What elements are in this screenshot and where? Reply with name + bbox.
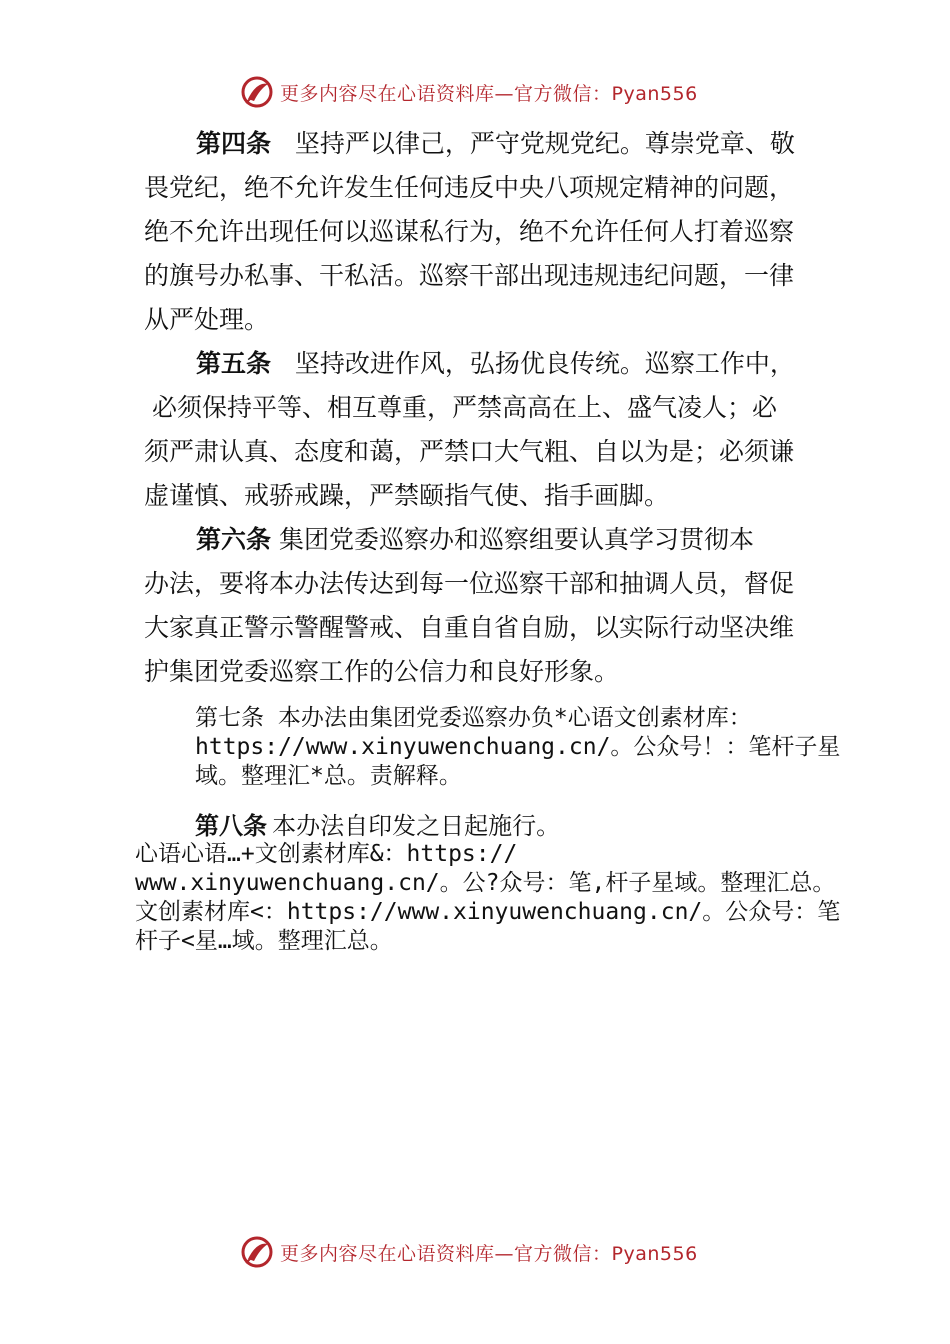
header-banner bbox=[240, 74, 740, 110]
article-5: 第五条 坚持改进作风，弘扬优良传统。巡察工作中， 必须保持平等、相互尊重，严禁高高在上、盛气凌人；必 须严肃认真、态度和蔼，严禁口大气粗、自以为是；必须谦 虚谨慎、戒骄戒躁，严禁颐指气使、指手画脚。 bbox=[144, 349, 795, 510]
banner-label: 更多内容尽在心语资料库—官方微信： bbox=[280, 1242, 612, 1265]
article-8-heading: 第八条 bbox=[195, 812, 267, 840]
quill-logo-icon bbox=[240, 75, 274, 109]
document-body bbox=[144, 122, 844, 694]
article-4: 第四条 坚持严以律己，严守党规党纪。尊崇党章、敬 畏党纪，绝不允许发生任何违反中央八项规定精神的问题， 绝不允许出现任何以巡谋私行为，绝不允许任何人打着巡察 的旗号办私事、干私活。巡察干部出现违规违纪问题，一律 从严处理。 bbox=[144, 129, 795, 334]
article-6: 第六条 集团党委巡察办和巡察组要认真学习贯彻本 办法，要将本办法传达到每一位巡察干部和抽调人员，督促 大家真正警示警醒警戒、自重自省自励，以实际行动坚决维 护集团党委巡察工作的公信力和良好形象。 bbox=[144, 525, 795, 686]
wechat-id: Pyan556 bbox=[611, 1242, 698, 1265]
footer-banner bbox=[240, 1234, 740, 1270]
article-8-text: 本办法自印发之日起施行。 bbox=[272, 812, 561, 840]
wechat-id: Pyan556 bbox=[611, 82, 698, 105]
article-5-heading: 第五条 bbox=[196, 349, 272, 378]
footer-notes: 心语心语…+文创素材库&：https:// www.xinyuwenchuang.cn/。公?众号：笔,杆子星域。整理汇总。 文创素材库<：https://www.xinyuwenchuang.cn/。公众号：笔 杆子<星…域。整理汇总。 bbox=[135, 841, 841, 954]
banner-text bbox=[280, 79, 698, 106]
article-6-heading: 第六条 bbox=[196, 525, 272, 554]
quill-logo-icon bbox=[240, 1235, 274, 1269]
article-8 bbox=[195, 806, 560, 841]
banner-label: 更多内容尽在心语资料库—官方微信： bbox=[280, 82, 612, 105]
article-7: 第七条 本办法由集团党委巡察办负*心语文创素材库： https://www.xinyuwenchuang.cn/。公众号！：笔杆子星 域。整理汇*总。责解释。 bbox=[195, 705, 841, 789]
banner-text bbox=[280, 1239, 698, 1266]
article-4-heading: 第四条 bbox=[196, 129, 272, 158]
